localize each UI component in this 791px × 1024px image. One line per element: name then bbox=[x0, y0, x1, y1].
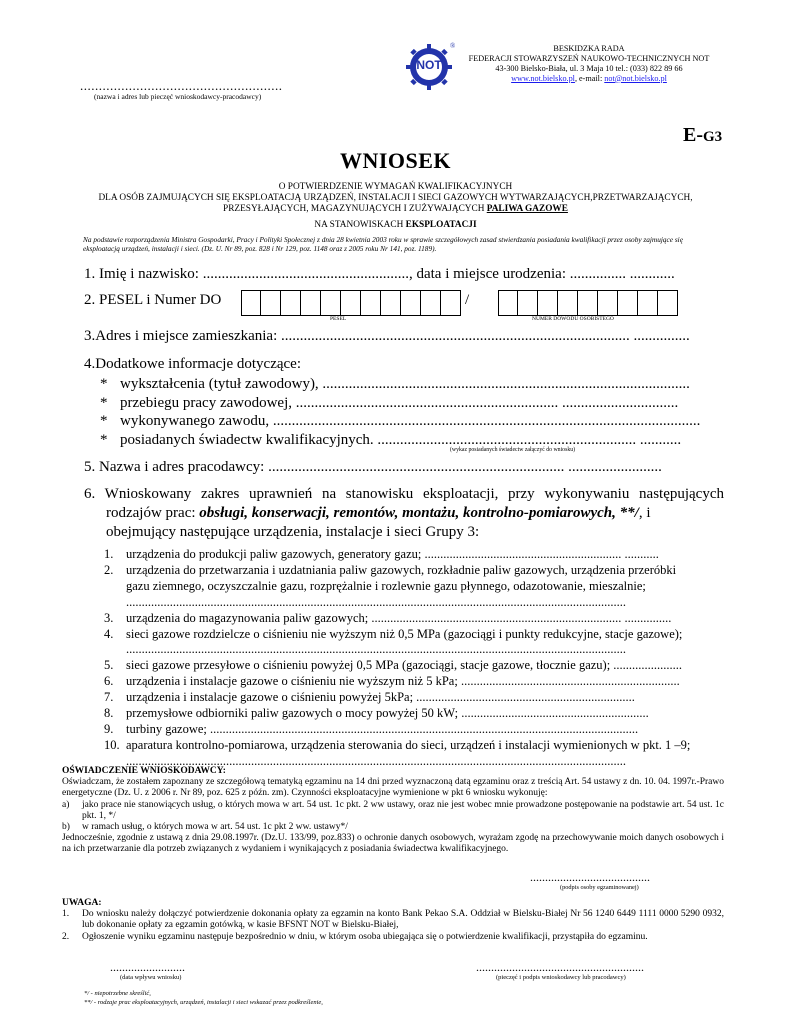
device-number: 10. bbox=[104, 737, 120, 752]
logo-registered-mark: ® bbox=[450, 42, 456, 50]
device-text: sieci gazowe rozdzielcze o ciśnieniu nie wyższym niż 0,5 MPa (gazociągi i punkty redukcyjne, stacje gazowe); bbox=[126, 626, 683, 641]
device-item-6[interactable] bbox=[104, 674, 724, 690]
device-text: urządzenia i instalacje gazowe o ciśnieniu nie wyższym niż 5 kPa; ...................................................................... bbox=[126, 674, 680, 689]
note-item-1 bbox=[62, 909, 724, 931]
notes-title: UWAGA: bbox=[62, 898, 102, 908]
scope-work-types: obsługi, konserwacji, remontów, montażu, kontrolno-pomiarowych, **/ bbox=[199, 505, 639, 521]
device-text-cont: gazu ziemnego, oczyszczalnie gazu, rozprężalnie i rozlewnie gazu płynnego, odazotowanie, mieszalnie; bbox=[126, 578, 646, 593]
title-line-4 bbox=[40, 220, 751, 231]
device-number: 9. bbox=[104, 721, 114, 736]
pesel-digit[interactable] bbox=[341, 290, 361, 316]
title-line-3 bbox=[40, 204, 751, 215]
device-text: urządzenia i instalacje gazowe o ciśnieniu powyżej 5kPa; ...................................................................... bbox=[126, 690, 635, 705]
bullet-marker: * bbox=[100, 431, 108, 448]
title-line-4-text: NA STANOWISKACH bbox=[314, 219, 406, 230]
device-text-dots: ................................................................................................................................................................ bbox=[126, 594, 626, 609]
device-item-2[interactable] bbox=[104, 563, 724, 611]
scope-line-2 bbox=[84, 504, 724, 523]
notes-section bbox=[62, 898, 724, 943]
pesel-label: 2. PESEL i Numer DO bbox=[84, 292, 222, 308]
address-field[interactable]: 3.Adres i miejsce zamieszkania: ............................................................................................. ............... bbox=[84, 328, 690, 344]
device-item-9[interactable] bbox=[104, 722, 724, 738]
form-code-sub: G3 bbox=[703, 129, 723, 145]
pesel-digit[interactable] bbox=[381, 290, 401, 316]
id-card-char[interactable] bbox=[538, 290, 558, 316]
applicant-caption: (nazwa i adres lub pieczęć wnioskodawcy-pracodawcy) bbox=[94, 92, 262, 101]
device-number: 3. bbox=[104, 610, 114, 625]
pesel-digit[interactable] bbox=[261, 290, 281, 316]
declaration-section bbox=[62, 766, 724, 856]
device-item-8[interactable] bbox=[104, 706, 724, 722]
signature-line[interactable]: ........................................ bbox=[530, 870, 650, 884]
stamp-signature-caption: (pieczęć i podpis wnioskodawcy lub pracodawcy) bbox=[496, 974, 626, 981]
device-text: przemysłowe odbiorniki paliw gazowych o mocy powyżej 50 kW; ............................................................ bbox=[126, 706, 649, 721]
title-line-3-text: PRZESYŁAJĄCYCH, MAGAZYNUJĄCYCH I ZUŻYWAJĄCYCH bbox=[223, 203, 487, 214]
id-card-char[interactable] bbox=[518, 290, 538, 316]
option-a-label: a) bbox=[62, 799, 70, 810]
device-number: 4. bbox=[104, 626, 114, 641]
device-item-1[interactable] bbox=[104, 547, 724, 563]
title-block bbox=[40, 182, 751, 231]
extra-info-work-history-text: przebiegu pracy zawodowej, ...................................................................... ............................... bbox=[120, 394, 679, 411]
website-link[interactable]: www.not.bielsko.pl bbox=[511, 73, 575, 83]
receipt-date-line[interactable]: ......................... bbox=[110, 960, 185, 974]
extra-info-education[interactable] bbox=[100, 375, 700, 394]
declaration-option-a[interactable] bbox=[62, 800, 724, 822]
extra-info-certificates[interactable] bbox=[100, 431, 700, 450]
device-item-5[interactable] bbox=[104, 658, 724, 674]
footnote-1: */ - niepotrzebne skreślić, bbox=[84, 990, 151, 997]
scope-line-2-text: rodzajów prac: bbox=[106, 505, 200, 521]
device-text: turbiny gazowe; ......................................................................................................................................... bbox=[126, 721, 639, 736]
device-item-10[interactable] bbox=[104, 738, 724, 770]
receipt-date-caption: (data wpływu wniosku) bbox=[120, 974, 182, 981]
name-birth-field[interactable]: 1. Imię i nazwisko: ......................................................., data i miejsce urodzenia: ............... ............ bbox=[84, 266, 675, 282]
note-number: 1. bbox=[62, 909, 70, 920]
pesel-digit[interactable] bbox=[421, 290, 441, 316]
declaration-title: OŚWIADCZENIE WNIOSKODAWCY: bbox=[62, 766, 226, 776]
device-number: 5. bbox=[104, 658, 114, 673]
declaration-intro: Oświadczam, że zostałem zapoznany ze szczegółową tematyką egzaminu na 14 dni przed wyznaczoną datą egzaminu oraz z treścią Art. 54 ustawy z dn. 10. 04. 1997r.-Prawo energetyczne (Dz. U. z 2006 r. Nr 89, poz. 625 z późn. zm). Czynności eksploatacyjne wymienione w pkt 6 wniosku wykonuję: bbox=[62, 777, 724, 799]
id-card-boxes[interactable] bbox=[498, 290, 678, 316]
title-line-2: DLA OSÓB ZAJMUJĄCYCH SIĘ EKSPLOATACJĄ URZĄDZEŃ, INSTALACJI I SIECI GAZOWYCH WYTWARZAJĄCYCH,PRZETWARZAJĄCYCH, bbox=[98, 192, 693, 203]
pesel-boxes[interactable] bbox=[241, 290, 461, 316]
pesel-caption: PESEL bbox=[330, 316, 347, 322]
extra-info-education-text: wykształcenia (tytuł zawodowy), .................................................................................................. bbox=[120, 376, 690, 392]
note-text: Do wniosku należy dołączyć potwierdzenie dokonania opłaty za egzamin na konto Bank Pekao S.A. Oddział w Bielsku-Białej Nr 56 1240 6449 1111 0000 5290 0932, lub dokonanie opłaty za egzamin gotówką, w kasie BFSNT NOT w Bielsku-Białej, bbox=[82, 909, 724, 931]
device-item-7[interactable] bbox=[104, 690, 724, 706]
extra-info-list bbox=[100, 375, 700, 449]
pesel-digit[interactable] bbox=[401, 290, 421, 316]
option-a-text: jako prace nie stanowiących usług, o których mowa w art. 54 ust. 1c pkt. 2 ww ustawy, oraz nie jest wobec mnie prowadzone postępowanie na podstawie art. 54 ust. 1c pkt. 1, */ bbox=[82, 799, 724, 821]
note-text: Ogłoszenie wyniku egzaminu następuje bezpośrednio w dniu, w którym osoba ubiegająca się o potwierdzenie kwalifikacji, przystąpiła do egzaminu. bbox=[82, 931, 648, 942]
applicant-stamp-area bbox=[80, 78, 310, 101]
title-position: EKSPLOATACJI bbox=[405, 219, 477, 230]
page-title: WNIOSEK bbox=[339, 148, 452, 173]
signature-caption: (podpis osoby egzaminowanej) bbox=[560, 884, 639, 891]
pesel-digit[interactable] bbox=[281, 290, 301, 316]
employer-field[interactable]: 5. Nazwa i adres pracodawcy: ............................................................................... ......................... bbox=[84, 459, 662, 475]
extra-info-profession[interactable] bbox=[100, 412, 700, 431]
certificates-caption: (wykaz posiadanych świadectw załączyć do wniosku) bbox=[450, 447, 576, 453]
id-card-char[interactable] bbox=[658, 290, 678, 316]
extra-info-certificates-text: posiadanych świadectw kwalifikacyjnych. ..................................................................... ........... bbox=[120, 431, 682, 448]
org-line-2: FEDERACJI STOWARZYSZEŃ NAUKOWO-TECHNICZNYCH NOT bbox=[468, 53, 710, 63]
device-text: urządzenia do przetwarzania i uzdatniania paliw gazowych, rozkładnie paliw gazowych, urządzenia przeróbki bbox=[126, 562, 677, 577]
form-code-main: E- bbox=[683, 124, 703, 146]
title-fuel-type: PALIWA GAZOWE bbox=[486, 203, 568, 214]
org-line-1: BESKIDZKA RADA bbox=[553, 44, 625, 53]
bullet-marker: * bbox=[100, 413, 108, 429]
device-text: aparatura kontrolno-pomiarowa, urządzenia sterowania do sieci, urządzeń i instalacji wymienionych w pkt. 1 –9; bbox=[126, 737, 691, 752]
device-number: 6. bbox=[104, 674, 114, 689]
device-number: 2. bbox=[104, 562, 114, 577]
id-card-char[interactable] bbox=[498, 290, 518, 316]
logo-text: NOT bbox=[416, 58, 442, 72]
id-card-caption: NUMER DOWODU OSOBISTEGO bbox=[532, 316, 614, 322]
extra-info-profession-text: wykonywanego zawodu, .................................................................................................................. bbox=[120, 413, 701, 429]
org-contacts bbox=[464, 74, 714, 84]
id-card-char[interactable] bbox=[578, 290, 598, 316]
pesel-digit[interactable] bbox=[441, 290, 461, 316]
extra-info-title: 4.Dodatkowe informacje dotyczące: bbox=[84, 356, 301, 372]
pesel-digit[interactable] bbox=[241, 290, 261, 316]
org-line-3: 43-300 Bielsko-Biała, ul. 3 Maja 10 tel.: (033) 822 89 66 bbox=[495, 63, 683, 73]
id-card-char[interactable] bbox=[618, 290, 638, 316]
pesel-digit[interactable] bbox=[321, 290, 341, 316]
footnote-2: **/ - rodzaje prac eksploatacyjnych, urządzeń, instalacji i sieci wskazać przez podkreślenie, bbox=[84, 999, 323, 1006]
device-item-3[interactable] bbox=[104, 611, 724, 627]
device-number: 1. bbox=[104, 547, 114, 561]
data-consent: Jednocześnie, zgodnie z ustawą z dnia 29.08.1997r. (Dz.U. 133/99, poz.833) o ochronie danych osobowych, wyrażam zgodę na przechowywanie moich danych osobowych i na ich przetwarzanie dla potrzeb związanych z wydaniem i wynikających z posiadania świadectwa kwalifikacyjnego. bbox=[62, 833, 724, 855]
bullet-marker: * bbox=[100, 376, 108, 392]
pesel-digit[interactable] bbox=[301, 290, 321, 316]
option-b-text: w ramach usług, o których mowa w art. 54 ust. 1c pkt 2 ww. ustawy*/ bbox=[82, 822, 348, 833]
note-item-2 bbox=[62, 932, 724, 943]
device-item-4[interactable] bbox=[104, 627, 724, 659]
org-address-block bbox=[464, 44, 714, 83]
pesel-separator: / bbox=[465, 292, 470, 308]
form-code bbox=[683, 124, 722, 147]
note-number: 2. bbox=[62, 931, 70, 942]
extra-info-work-history[interactable] bbox=[100, 394, 700, 413]
id-card-char[interactable] bbox=[558, 290, 578, 316]
title-line-1: O POTWIERDZENIE WYMAGAŃ KWALIFIKACYJNYCH bbox=[278, 182, 513, 192]
device-text-dots: ................................................................................................................................................................ bbox=[126, 642, 626, 657]
scope-line-1: 6. Wnioskowany zakres uprawnień na stanowisku eksploatacji, przy wykonywaniu następujących bbox=[84, 486, 724, 502]
device-list bbox=[104, 547, 724, 770]
email-link[interactable]: not@not.bielsko.pl bbox=[604, 73, 667, 83]
device-text: urządzenia do produkcji paliw gazowych, generatory gazu; ............................................................... ........... bbox=[126, 547, 659, 561]
pesel-digit[interactable] bbox=[361, 290, 381, 316]
id-card-char[interactable] bbox=[638, 290, 658, 316]
declaration-option-b[interactable] bbox=[62, 822, 724, 833]
id-card-char[interactable] bbox=[598, 290, 618, 316]
applicant-dots: ...................................................... bbox=[80, 78, 283, 93]
option-b-label: b) bbox=[62, 822, 70, 833]
scope-line-3: obejmujący następujące urządzenia, instalacje i sieci Grupy 3: bbox=[106, 524, 480, 540]
email-label: , e-mail: bbox=[574, 73, 605, 83]
scope-paragraph bbox=[84, 485, 724, 542]
not-logo bbox=[406, 42, 456, 90]
device-number: 8. bbox=[104, 706, 114, 721]
device-text: urządzenia do magazynowania paliw gazowych; ................................................................................ ............... bbox=[126, 610, 672, 625]
stamp-signature-line[interactable]: ........................................................ bbox=[476, 960, 644, 974]
device-text-dots: ................................................................................................................................................................ bbox=[126, 753, 626, 768]
scope-line-2-end: , i bbox=[638, 505, 651, 521]
bullet-marker: * bbox=[100, 394, 108, 411]
legal-basis: Na podstawie rozporządzenia Ministra Gospodarki, Pracy i Polityki Społecznej z dnia 28 kwietnia 2003 roku w sprawie szczegółowych zasad stwierdzania posiadania kwalifikacji przez osoby zajmujące się eksploatacją urządzeń, instalacji i sieci. (Dz. U. Nr 89, poz. 828 i Nr 129, poz. 1148 oraz z 2005 roku Nr 141, poz. 1189). bbox=[83, 235, 683, 253]
device-text: sieci gazowe przesyłowe o ciśnieniu powyżej 0,5 MPa (gazociągi, stacje gazowe, tłocznie gazu); ...................... bbox=[126, 658, 683, 673]
device-number: 7. bbox=[104, 690, 114, 705]
